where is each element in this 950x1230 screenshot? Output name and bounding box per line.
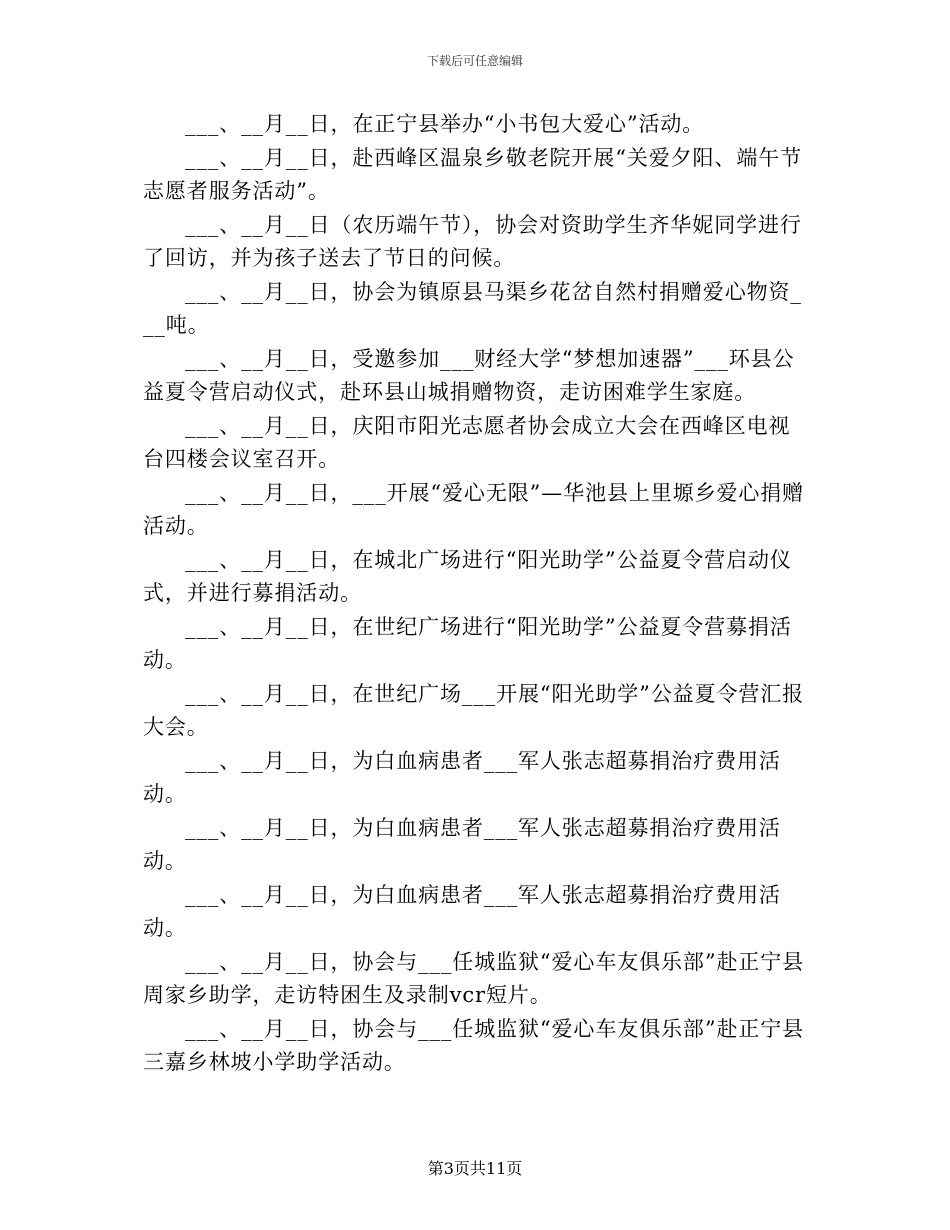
page-header: 下载后可任意编辑 — [426, 54, 523, 68]
paragraph: ___、__月__日，协会与___任城监狱“爱心车友俱乐部”赴正宁县周家乡助学，走访特困生及录制vcr短片。 — [143, 949, 805, 1007]
paragraph: ___、__月__日（农历端午节），协会对资助学生齐华妮同学进行了回访，并为孩子送去了节日的问候。 — [143, 212, 802, 270]
paragraph: ___、__月__日，为白血病患者___军人张志超募捐治疗费用活动。 — [143, 882, 781, 940]
paragraph: ___、__月__日，协会与___任城监狱“爱心车友俱乐部”赴正宁县三嘉乡林坡小学助学活动。 — [143, 1016, 805, 1074]
paragraph: ___、__月__日，在世纪广场___开展“阳光助学”公益夏令营汇报大会。 — [143, 681, 805, 739]
paragraph: ___、__月__日，庆阳市阳光志愿者协会成立大会在西峰区电视台四楼会议室召开。 — [143, 413, 791, 471]
paragraph: ___、__月__日，___开展“爱心无限”—华池县上里塬乡爱心捐赠活动。 — [143, 480, 805, 538]
paragraph: ___、__月__日，受邀参加___财经大学“梦想加速器”___环县公益夏令营启动仪式，赴环县山城捐赠物资，走访困难学生家庭。 — [143, 346, 795, 404]
paragraph: ___、__月__日，在城北广场进行“阳光助学”公益夏令营启动仪式，并进行募捐活动。 — [143, 547, 792, 605]
paragraph: ___、__月__日，在正宁县举办“小书包大爱心”活动。 — [185, 112, 705, 136]
paragraph: ___、__月__日，为白血病患者___军人张志超募捐治疗费用活动。 — [143, 748, 781, 806]
paragraph: ___、__月__日，在世纪广场进行“阳光助学”公益夏令营募捐活动。 — [143, 614, 792, 672]
paragraph: ___、__月__日，为白血病患者___军人张志超募捐治疗费用活动。 — [143, 815, 781, 873]
paragraph: ___、__月__日，赴西峰区温泉乡敬老院开展“关爱夕阳、端午节志愿者服务活动”。 — [143, 145, 803, 203]
paragraph: ___、__月__日，协会为镇原县马渠乡花岔自然村捐赠爱心物资___吨。 — [143, 279, 802, 337]
page-number-footer: 第3页共11页 — [427, 1159, 523, 1178]
document-body — [143, 108, 809, 1080]
